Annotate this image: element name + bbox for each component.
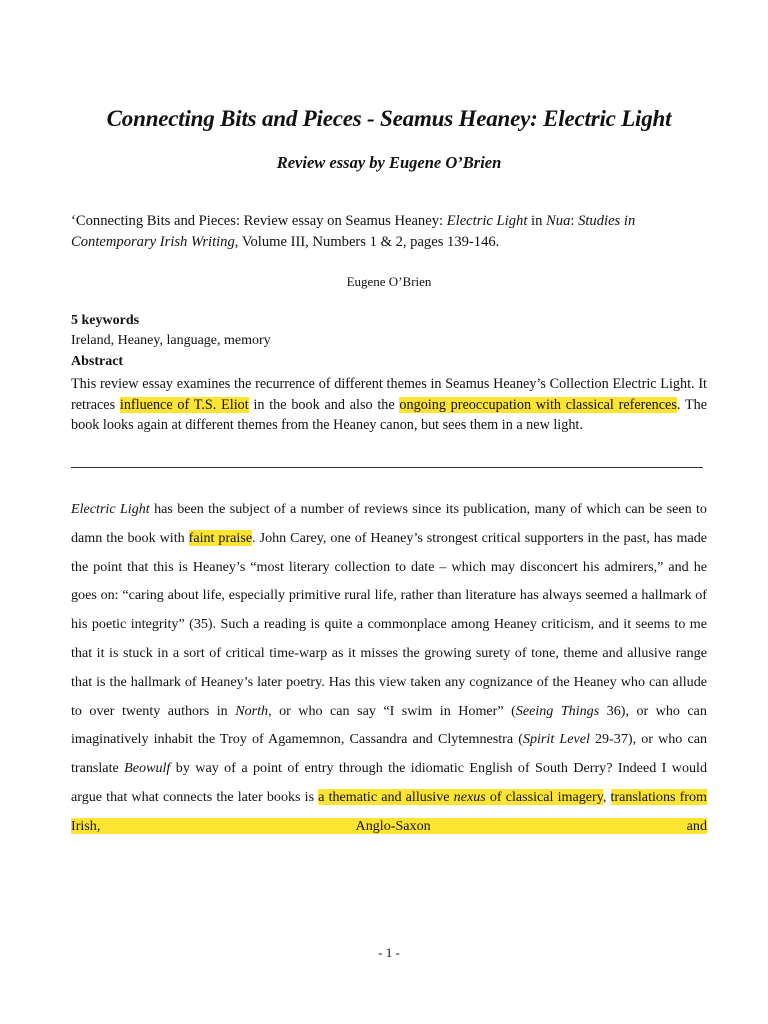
citation-paragraph [71, 211, 707, 253]
body-text: 29-37), or who can translate [71, 731, 708, 777]
abstract-text: in the book and also the [248, 396, 400, 413]
citation-journal-subtitle: Studies in Contemporary Irish Writing [71, 213, 636, 250]
keywords-heading: 5 keywords [71, 313, 140, 328]
section-divider [71, 467, 703, 468]
highlight-text: of classical imagery [485, 788, 603, 805]
body-text: . John Carey, one of Heaney’s strongest critical supporters in the past, has made the point that this is Heaney’s “most literary collection to date – which may disconcert his admirers,” and he goes on: “caring about life, especially primitive rural life, rather than literature has always seemed a hallmark of his poetic integrity” (35). Such a reading is quite a commonplace among Heaney criticism, and it seems to me that it is stuck in a sort of critical time-warp as it misses the growing surety of tone, theme and allusive range that is the hallmark of Heaney’s later poetry. Has this view taken any cognizance of the Heaney who can allude to over twenty authors in [71, 529, 707, 719]
highlight-eliot: influence of T.S. Eliot [119, 396, 249, 413]
body-work-beowulf: Beowulf [124, 760, 171, 777]
page-number: - 1 - [378, 945, 400, 960]
document-title: Connecting Bits and Pieces - Seamus Heaney: Electric Light [106, 106, 672, 131]
citation-text: in [527, 213, 547, 229]
highlight-thematic-nexus [318, 789, 603, 805]
body-work-north: North [235, 702, 269, 719]
abstract-paragraph [71, 374, 707, 436]
body-text: by way of a point of entry through the idiomatic English of South Derry? Indeed I would argue that what connects the later books is [71, 760, 707, 805]
citation-work-title: Electric Light [446, 213, 528, 229]
citation-text: , Volume III, Numbers 1 & 2, pages 139-146. [234, 234, 500, 250]
author-line: Eugene O’Brien [346, 274, 432, 289]
body-work-seeing-things: Seeing Things [515, 702, 600, 719]
citation-text: ‘Connecting Bits and Pieces: Review essay on Seamus Heaney: [71, 213, 447, 229]
citation-text: : [570, 213, 579, 229]
body-paragraph [71, 495, 707, 841]
abstract-text: This review essay examines the recurrence of different themes in Seamus Heaney’s Collection Electric Light. It retraces [71, 376, 707, 413]
body-work-spirit-level: Spirit Level [522, 731, 590, 748]
abstract-heading: Abstract [71, 354, 124, 369]
keywords-list: Ireland, Heaney, language, memory [71, 333, 271, 348]
body-text: , or who can say “I swim in Homer” ( [268, 702, 516, 719]
abstract-text: . The book looks again at different themes from the Heaney canon, but sees them in a new light. [71, 396, 707, 433]
highlight-text-nexus: nexus [453, 788, 486, 805]
highlight-classical-references: ongoing preoccupation with classical references [399, 396, 677, 413]
highlight-faint-praise: faint praise [188, 529, 253, 546]
body-text: 36), or who can imaginatively inhabit the Troy of Agamemnon, Cassandra and Clytemnestra ( [71, 702, 707, 748]
citation-journal-name: Nua [546, 213, 571, 229]
highlight-translations: translations from Irish, Anglo-Saxon and [71, 788, 707, 834]
document-subtitle: Review essay by Eugene O’Brien [276, 153, 502, 172]
body-work-title: Electric Light [71, 501, 150, 517]
body-text: has been the subject of a number of reviews since its publication, many of which can be seen to damn the book with [71, 501, 707, 546]
highlight-text: a thematic and allusive [318, 788, 454, 805]
body-text: , [602, 788, 611, 805]
